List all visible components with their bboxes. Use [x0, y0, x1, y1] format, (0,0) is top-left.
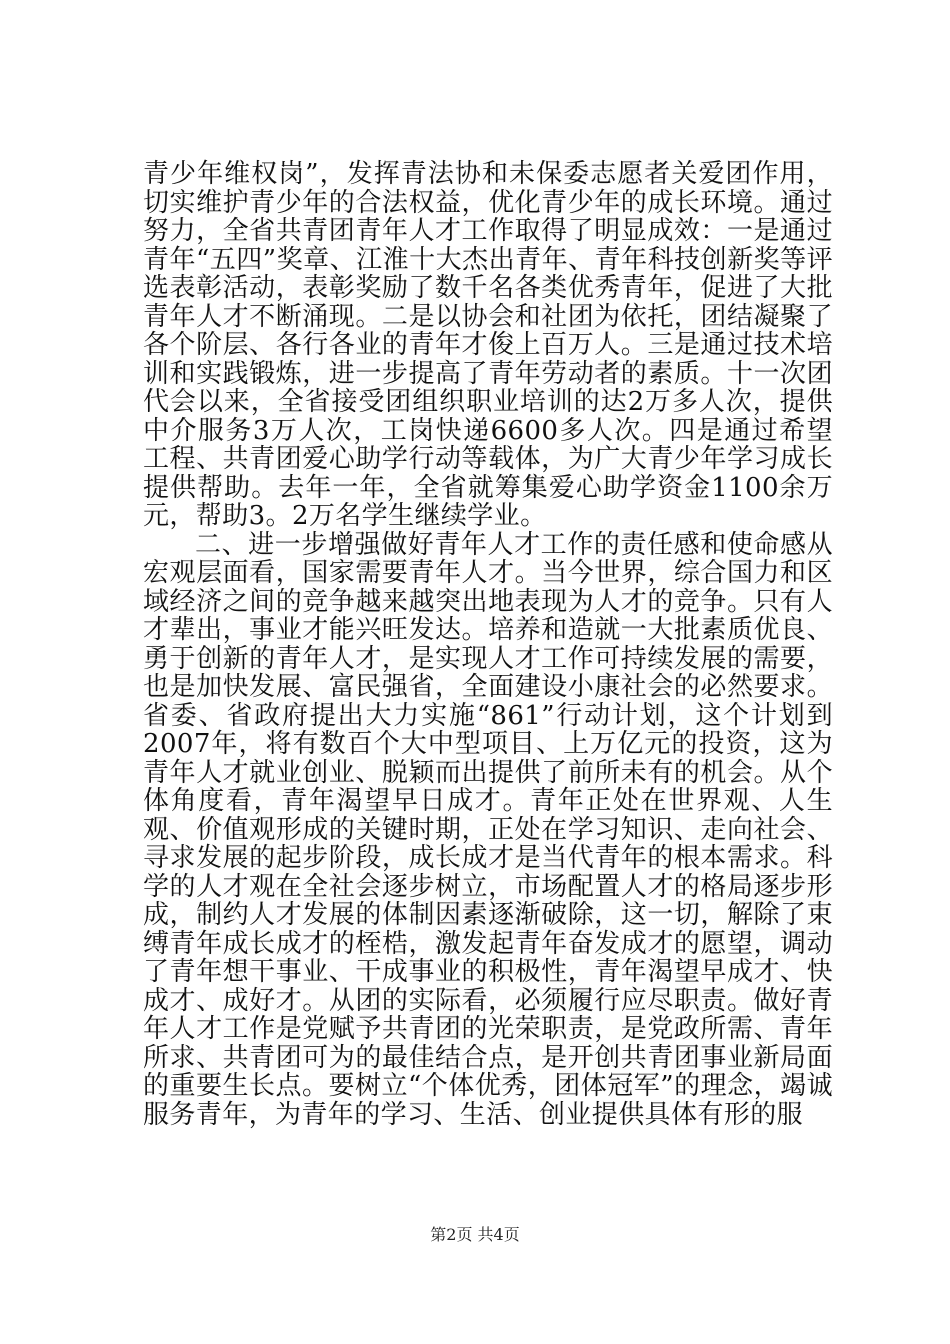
paragraph-2: 二、进一步增强做好青年人才工作的责任感和使命感从宏观层面看，国家需要青年人才。当今世界，综合国力和区域经济之间的竞争越来越突出地表现为人才的竞争。只有人才辈出，事业才能兴旺发达。培养和造就一大批素质优良、勇于创新的青年人才，是实现人才工作可持续发展的需要，也是加快发展、富民强省，全面建设小康社会的必然要求。省委、省政府提出大力实施“861”行动计划，这个计划到2007年，将有数百个大中型项目、上万亿元的投资，这为青年人才就业创业、脱颖而出提供了前所未有的机会。从个体角度看，青年渴望早日成才。青年正处在世界观、人生观、价值观形成的关键时期，正处在学习知识、走向社会、寻求发展的起步阶段，成长成才是当代青年的根本需求。科学的人才观在全社会逐步树立，市场配置人才的格局逐步形成，制约人才发展的体制因素逐渐破除，这一切，解除了束缚青年成长成才的桎梏，激发起青年奋发成才的愿望，调动了青年想干事业、干成事业的积极性，青年渴望早成才、快成才、成好才。从团的实际看，必须履行应尽职责。做好青年人才工作是党赋予共青团的光荣职责，是党政所需、青年所求、共青团可为的最佳结合点，是开创共青团事业新局面的重要生长点。要树立“个体优秀，团体冠军”的理念，竭诚服务青年，为青年的学习、生活、创业提供具体有形的服: [143, 529, 833, 1130]
paragraph-1: 青少年维权岗”，发挥青法协和未保委志愿者关爱团作用，切实维护青少年的合法权益，优化青少年的成长环境。通过努力，全省共青团青年人才工作取得了明显成效：一是通过青年“五四”奖章、江淮十大杰出青年、青年科技创新奖等评选表彰活动，表彰奖励了数千名各类优秀青年，促进了大批青年人才不断涌现。二是以协会和社团为依托，团结凝聚了各个阶层、各行各业的青年才俊上百万人。三是通过技术培训和实践锻炼，进一步提高了青年劳动者的素质。十一次团代会以来，全省接受团组织职业培训的达2万多人次，提供中介服务3万人次，工岗快递6600多人次。四是通过希望工程、共青团爱心助学行动等载体，为广大青少年学习成长提供帮助。去年一年，全省就筹集爱心助学资金1100余万元，帮助3。2万名学生继续学业。: [143, 159, 833, 531]
page-footer: [0, 1222, 950, 1245]
body-text: [143, 160, 833, 1129]
page-number-label: 第2页 共4页: [430, 1225, 520, 1244]
